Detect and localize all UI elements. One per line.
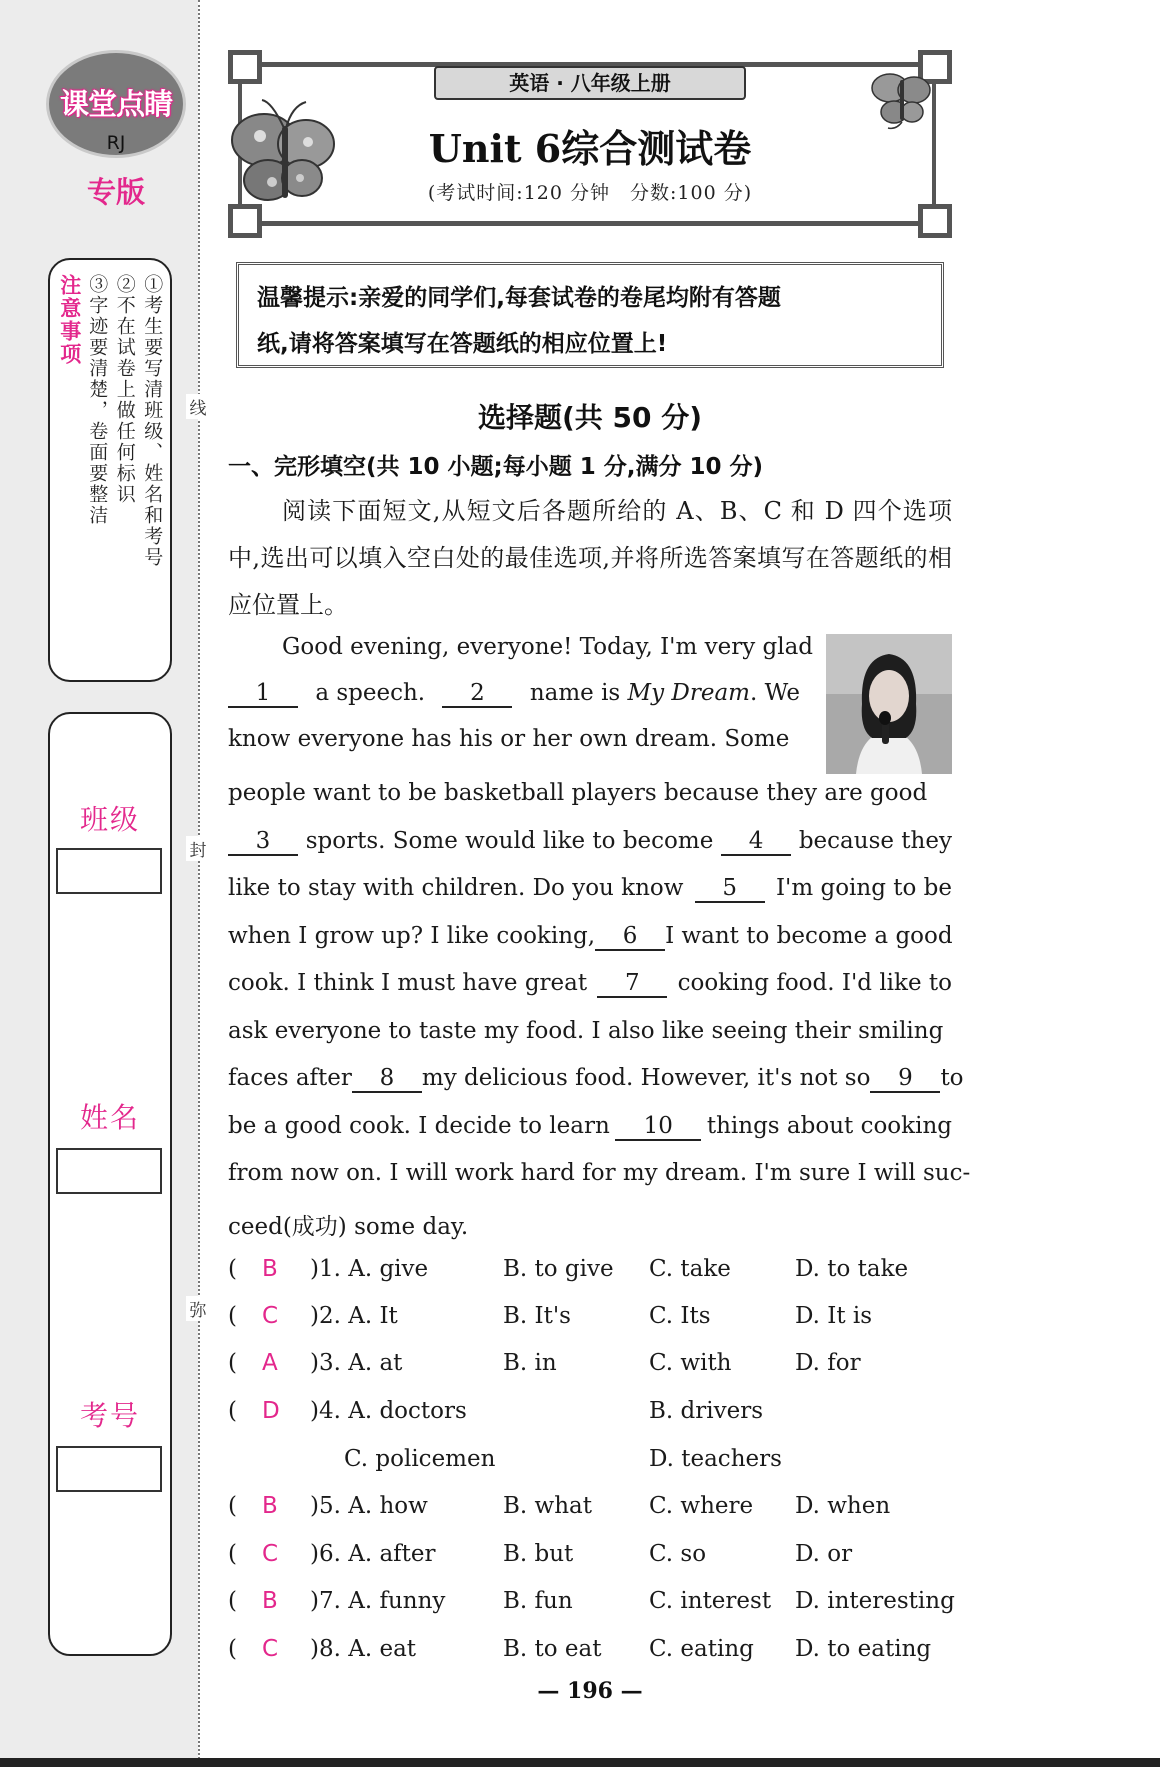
answer-key: B <box>262 1493 278 1519</box>
passage-text: be a good cook. I decide to learn <box>228 1113 610 1139</box>
passage-text: Good evening, everyone! Today, I'm very glad <box>282 634 814 660</box>
exam-info: (考试时间:120 分钟 分数:100 分) <box>427 182 753 204</box>
option-c[interactable]: C. interest <box>649 1588 772 1614</box>
brand-edition-label: 专版 <box>86 175 145 209</box>
blank-4[interactable]: 4 <box>721 828 791 856</box>
passage-text: like to stay with children. Do you know <box>228 875 684 901</box>
question-row-continued <box>228 1446 958 1478</box>
blank-8[interactable]: 8 <box>352 1065 422 1093</box>
question-row <box>228 1636 958 1668</box>
passage-text: sports. Some would like to become <box>305 828 714 854</box>
exam-number-field[interactable] <box>56 1446 162 1492</box>
passage-line <box>228 1065 964 1093</box>
butterfly-icon <box>222 92 346 216</box>
question-row <box>228 1303 958 1335</box>
question-row <box>228 1541 958 1573</box>
tip-line-1: 温馨提示:亲爱的同学们,每套试卷的卷尾均附有答题 <box>257 285 781 311</box>
passage-text: I want to become a good <box>665 923 953 949</box>
speaker-photo-image <box>826 634 952 774</box>
passage-text-part: name is <box>529 680 621 706</box>
passage-text: things about cooking <box>706 1113 952 1139</box>
option-a[interactable]: )4. A. doctors <box>310 1398 467 1424</box>
passage-text-part: . We <box>749 680 800 706</box>
passage-line <box>228 1208 952 1241</box>
option-b[interactable]: B. to eat <box>503 1636 602 1662</box>
passage-line <box>228 828 952 856</box>
option-d[interactable]: D. to take <box>795 1256 909 1282</box>
option-c[interactable]: C. so <box>649 1541 707 1567</box>
answer-paren: ( <box>228 1303 237 1329</box>
notice-item-3: ③字迹要清楚，卷面要整洁 <box>86 274 109 526</box>
subject-grade-tab: 英语 · 八年级上册 <box>434 66 746 100</box>
cut-mark-feng: 封 <box>186 836 210 861</box>
butterfly-icon <box>866 62 938 136</box>
notice-title: 注意事项 <box>57 274 82 366</box>
blank-10[interactable]: 10 <box>615 1113 701 1141</box>
option-d[interactable]: D. teachers <box>649 1446 782 1472</box>
blank-1[interactable]: 1 <box>228 680 298 708</box>
option-b[interactable]: B. in <box>503 1350 557 1376</box>
passage-italic-title: My Dream <box>627 680 750 706</box>
question-row <box>228 1588 958 1620</box>
passage-text: my delicious food. However, it's not so <box>421 1065 871 1091</box>
passage-line <box>228 923 952 951</box>
answer-key: B <box>262 1256 278 1282</box>
answer-key: A <box>262 1350 278 1376</box>
blank-2[interactable]: 2 <box>442 680 512 708</box>
tip-box <box>236 262 944 368</box>
option-a[interactable]: )5. A. how <box>310 1493 428 1519</box>
blank-9[interactable]: 9 <box>870 1065 940 1093</box>
passage-text: to <box>940 1065 964 1091</box>
answer-paren: ( <box>228 1493 237 1519</box>
passage-text: know everyone has his or her own dream. Some <box>228 726 790 752</box>
passage-text: from now on. I will work hard for my dream. I'm sure I will suc- <box>228 1160 971 1186</box>
passage-line <box>228 726 800 752</box>
answer-key: C <box>262 1541 279 1567</box>
section-title: 选择题(共 50 分) <box>477 401 703 434</box>
frame-corner-ornament <box>918 204 952 238</box>
blank-5[interactable]: 5 <box>695 875 765 903</box>
passage-line <box>228 780 952 806</box>
option-b[interactable]: B. to give <box>503 1256 614 1282</box>
answer-key: C <box>262 1636 279 1662</box>
passage-line <box>228 680 800 708</box>
passage-text: ask everyone to taste my food. I also like seeing their smiling <box>228 1018 944 1044</box>
option-b[interactable]: B. what <box>503 1493 592 1519</box>
notice-item-2: ②不在试卷上做任何标识 <box>113 274 136 505</box>
question-row <box>228 1398 958 1430</box>
option-c[interactable]: C. where <box>649 1493 754 1519</box>
passage-line <box>228 875 952 903</box>
passage-text: cooking food. I'd like to <box>677 970 952 996</box>
answer-paren: ( <box>228 1588 237 1614</box>
answer-key: B <box>262 1588 278 1614</box>
notice-columns <box>56 274 166 664</box>
option-b[interactable]: B. but <box>503 1541 574 1567</box>
passage-text: ceed(成功) some day. <box>228 1214 469 1240</box>
notice-item-1: ①考生要写清班级、姓名和考号 <box>141 274 164 568</box>
option-b[interactable]: B. It's <box>503 1303 571 1329</box>
passage-text: people want to be basketball players because they are good <box>228 780 928 806</box>
cut-mark-xian: 线 <box>186 394 210 419</box>
option-a[interactable]: )1. A. give <box>310 1256 429 1282</box>
question-row <box>228 1350 958 1382</box>
passage-text: a speech. <box>315 680 426 706</box>
passage-text: because they <box>798 828 952 854</box>
option-d[interactable]: D. interesting <box>795 1588 955 1614</box>
option-d[interactable]: D. for <box>795 1350 861 1376</box>
answer-paren: ( <box>228 1398 237 1424</box>
binding-line <box>198 0 200 1767</box>
blank-6[interactable]: 6 <box>595 923 665 951</box>
tip-line-2: 纸,请将答案填写在答题纸的相应位置上! <box>257 331 668 357</box>
passage-line <box>228 1160 971 1186</box>
option-c[interactable]: C. eating <box>649 1636 754 1662</box>
exam-number-label: 考号 <box>79 1399 140 1432</box>
page-title: Unit 6综合测试卷 <box>428 126 752 171</box>
option-c[interactable]: C. Its <box>649 1303 711 1329</box>
question-row <box>228 1493 958 1525</box>
name-label: 姓名 <box>79 1101 140 1134</box>
option-a[interactable]: )8. A. eat <box>310 1636 417 1662</box>
bottom-edge <box>0 1758 1160 1767</box>
part-title: 一、完形填空(共 10 小题;每小题 1 分,满分 10 分) <box>228 454 764 480</box>
option-b[interactable]: B. drivers <box>649 1398 764 1424</box>
option-c[interactable]: C. with <box>649 1350 732 1376</box>
page-number: — 196 — <box>537 1678 643 1704</box>
question-row <box>228 1256 958 1288</box>
class-field[interactable] <box>56 848 162 894</box>
blank-3[interactable]: 3 <box>228 828 298 856</box>
passage-text <box>530 680 800 706</box>
brand-logo-rj: RJ <box>106 132 126 154</box>
brand-logo-text: 课堂点睛 <box>59 87 172 121</box>
passage-text: when I grow up? I like cooking, <box>228 923 596 949</box>
passage-line <box>228 1018 952 1044</box>
passage-text: I'm going to be <box>775 875 952 901</box>
instructions: 阅读下面短文,从短文后各题所给的 A、B、C 和 D 四个选项中,选出可以填入空白处的最佳选项,并将所选答案填写在答题纸的相应位置上。 <box>228 497 952 619</box>
option-d[interactable]: D. to eating <box>795 1636 932 1662</box>
passage-line <box>228 970 952 998</box>
option-d[interactable]: D. or <box>795 1541 853 1567</box>
answer-key: D <box>262 1398 280 1424</box>
frame-corner-ornament <box>228 50 262 84</box>
passage-line <box>228 1113 952 1141</box>
passage-text: cook. I think I must have great <box>228 970 588 996</box>
answer-paren: ( <box>228 1636 237 1662</box>
answer-paren: ( <box>228 1256 237 1282</box>
speaker-photo <box>826 634 952 774</box>
class-label: 班级 <box>79 803 140 836</box>
blank-7[interactable]: 7 <box>597 970 667 998</box>
passage-line <box>228 634 814 660</box>
passage-text: faces after <box>228 1065 352 1091</box>
option-a[interactable]: )6. A. after <box>310 1541 436 1567</box>
option-a[interactable]: )3. A. at <box>310 1350 403 1376</box>
answer-key: C <box>262 1303 279 1329</box>
option-c[interactable]: C. policemen <box>344 1446 496 1472</box>
option-a[interactable]: )2. A. It <box>310 1303 398 1329</box>
option-b[interactable]: B. fun <box>503 1588 573 1614</box>
answer-paren: ( <box>228 1541 237 1567</box>
cut-mark-mi: 弥 <box>186 1296 210 1321</box>
name-field[interactable] <box>56 1148 162 1194</box>
option-c[interactable]: C. take <box>649 1256 731 1282</box>
option-d[interactable]: D. It is <box>795 1303 873 1329</box>
option-a[interactable]: )7. A. funny <box>310 1588 446 1614</box>
option-d[interactable]: D. when <box>795 1493 891 1519</box>
answer-paren: ( <box>228 1350 237 1376</box>
